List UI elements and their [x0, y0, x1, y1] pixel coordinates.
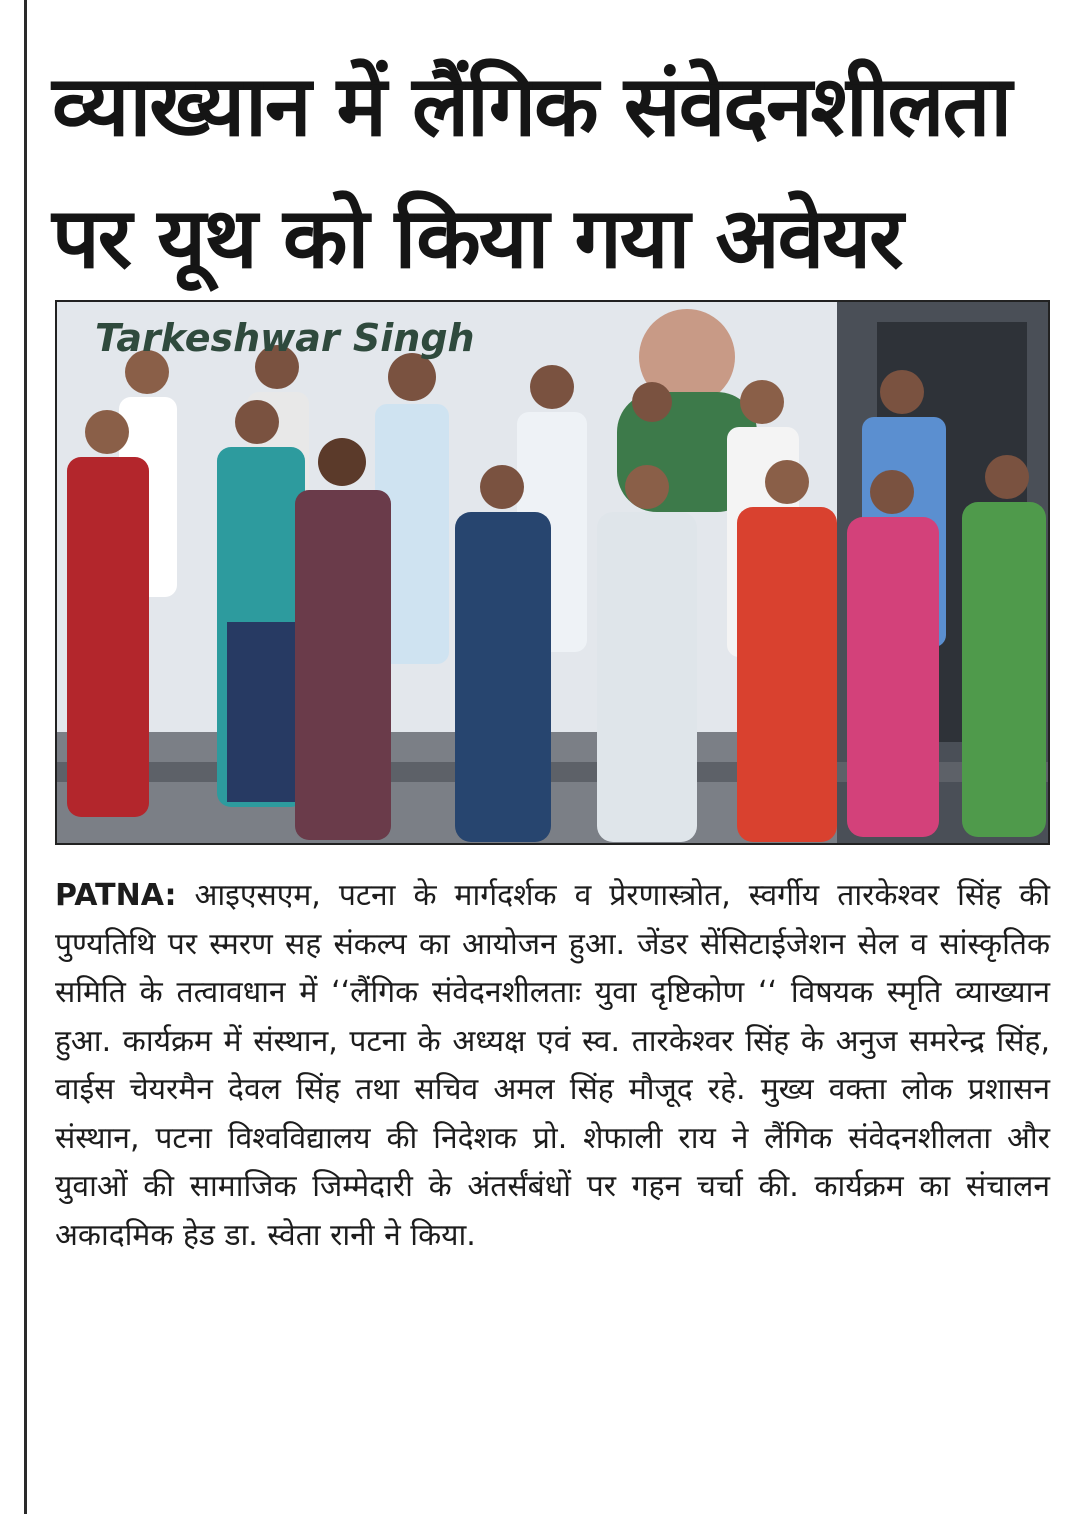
- banner-text: Tarkeshwar Singh: [95, 316, 475, 360]
- headline-line-2: पर यूथ को किया गया अवेयर: [52, 189, 902, 287]
- column-rule: [24, 0, 27, 1514]
- article-body-paragraph: [55, 872, 1050, 1260]
- group-photo: [55, 300, 1050, 845]
- headline: [52, 40, 1062, 304]
- article-body: आइएसएम, पटना के मार्गदर्शक व प्रेरणास्त्रोत, स्वर्गीय तारकेश्वर सिंह की पुण्यतिथि पर स्मरण सह संकल्प का आयोजन हुआ. जेंडर सेंसिटाईजेशन सेल व सांस्कृतिक समिति के तत्वावधान में ‘‘लैंगिक संवेदनशीलताः युवा दृष्टिकोण ‘‘ विषयक स्मृति व्याख्यान हुआ. कार्यक्रम में संस्थान, पटना के अध्यक्ष एवं स्व. तारकेश्वर सिंह के अनुज समरेन्द्र सिंह, वाईस चेयरमैन देवल सिंह तथा सचिव अमल सिंह मौजूद रहे. मुख्य वक्ता लोक प्रशासन संस्थान, पटना विश्वविद्यालय की निदेशक प्रो. शेफाली राय ने लैंगिक संवेदनशीलता और युवाओं की सामाजिक जिम्मेदारी के अंतर्संबंधों पर गहन चर्चा की. कार्यक्रम का संचालन अकादमिक हेड डा. स्वेता रानी ने किया.: [55, 878, 1050, 1253]
- dateline: PATNA:: [55, 878, 177, 913]
- headline-line-1: व्याख्यान में लैंगिक संवेदनशीलता: [52, 57, 1011, 155]
- group-photo-illustration: [57, 302, 1048, 843]
